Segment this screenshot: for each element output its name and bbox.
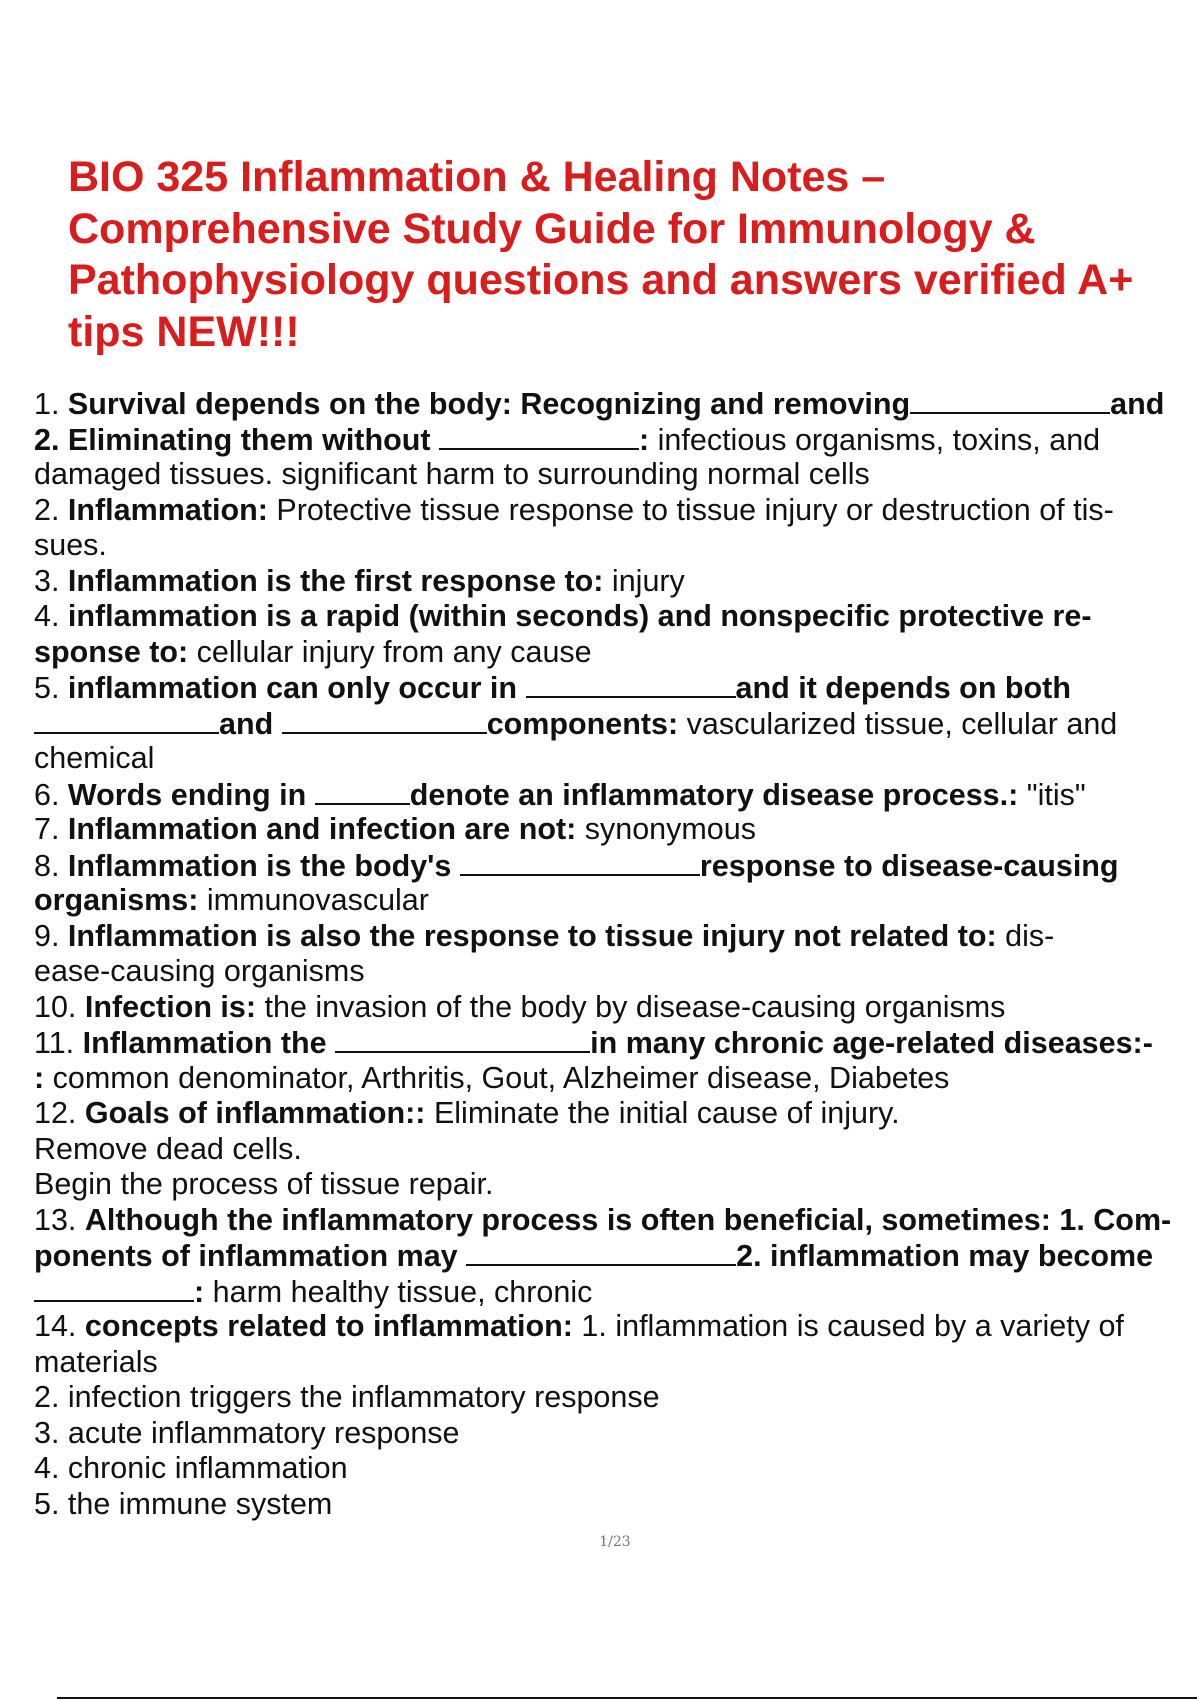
item-13-cont2: : harm healthy tissue, chronic <box>34 1274 1200 1310</box>
document-title <box>68 152 1178 358</box>
item-10-line: 10. Infection is: the invasion of the body by disease-causing organisms <box>34 989 1006 1024</box>
title-line: BIO 325 Inflammation & Healing Notes – <box>68 153 886 201</box>
item-9-cont: ease-causing organisms <box>34 954 365 988</box>
item-11-line: 11. Inflammation the in many chronic age-related diseases:- <box>34 1026 1153 1060</box>
item-14-cont4: 4. chronic inflammation <box>34 1451 348 1485</box>
item-12-cont2: Begin the process of tissue repair. <box>34 1167 494 1201</box>
item-2-cont: sues. <box>34 528 107 562</box>
fill-blank <box>335 1025 590 1053</box>
item-14-cont2: 2. infection triggers the inflammatory response <box>34 1380 660 1414</box>
fill-blank <box>315 777 410 805</box>
item-1-line: 1. Survival depends on the body: Recognizing and removing and <box>34 387 1165 421</box>
fill-blank <box>34 1274 194 1302</box>
fill-blank <box>34 706 219 734</box>
item-8-line: 8. Inflammation is the body's response to disease-causing <box>34 848 1119 883</box>
title-line: Pathophysiology questions and answers verified A+ <box>68 256 1134 304</box>
item-4-cont: sponse to: cellular injury from any cause <box>34 634 592 669</box>
item-4-line: 4. inflammation is a rapid (within seconds) and nonspecific protective re- <box>34 599 1092 633</box>
fill-blank <box>282 706 487 734</box>
item-6-line: 6. Words ending in denote an inflammatory disease process.: "itis" <box>34 777 1086 812</box>
fill-blank <box>439 422 639 450</box>
fill-blank <box>910 386 1110 414</box>
item-14-cont5: 5. the immune system <box>34 1486 333 1521</box>
item-5-cont: and components: vascularized tissue, cellular and <box>34 706 1200 742</box>
title-line: tips NEW!!! <box>68 307 300 356</box>
bottom-divider <box>57 1697 1197 1699</box>
item-12-line: 12. Goals of inflammation:: Eliminate the initial cause of injury. <box>34 1096 900 1130</box>
item-5-cont2: chemical <box>34 741 155 775</box>
item-9-line: 9. Inflammation is also the response to tissue injury not related to: dis- <box>34 918 1055 953</box>
fill-blank <box>526 670 736 698</box>
item-14-cont: materials <box>34 1344 158 1379</box>
item-1c-line: damaged tissues. significant harm to surrounding normal cells <box>34 457 870 491</box>
item-1b-line: 2. Eliminating them without : infectious organisms, toxins, and <box>34 422 1101 457</box>
item-3-line: 3. Inflammation is the first response to: injury <box>34 563 685 598</box>
question-list <box>34 386 1200 1522</box>
item-2-line: 2. Inflammation: Protective tissue response to tissue injury or destruction of tis- <box>34 492 1114 527</box>
item-5-line: 5. inflammation can only occur in and it depends on both <box>34 671 1071 705</box>
item-13-cont: ponents of inflammation may 2. inflammation may become <box>34 1239 1154 1273</box>
item-7-line: 7. Inflammation and infection are not: synonymous <box>34 812 756 846</box>
item-8-cont: organisms: immunovascular <box>34 883 429 917</box>
item-12-cont: Remove dead cells. <box>34 1131 302 1166</box>
fill-blank <box>460 848 700 876</box>
title-line: Comprehensive Study Guide for Immunology & <box>68 204 1036 253</box>
fill-blank <box>466 1238 736 1266</box>
item-14-cont3: 3. acute inflammatory response <box>34 1415 460 1450</box>
page-number: 1/23 <box>599 1534 631 1550</box>
item-11-cont: : common denominator, Arthritis, Gout, Alzheimer disease, Diabetes <box>34 1060 950 1095</box>
item-13-line: 13. Although the inflammatory process is often beneficial, sometimes: 1. Com- <box>34 1202 1172 1237</box>
item-14-line: 14. concepts related to inflammation: 1. inflammation is caused by a variety of <box>34 1309 1124 1343</box>
